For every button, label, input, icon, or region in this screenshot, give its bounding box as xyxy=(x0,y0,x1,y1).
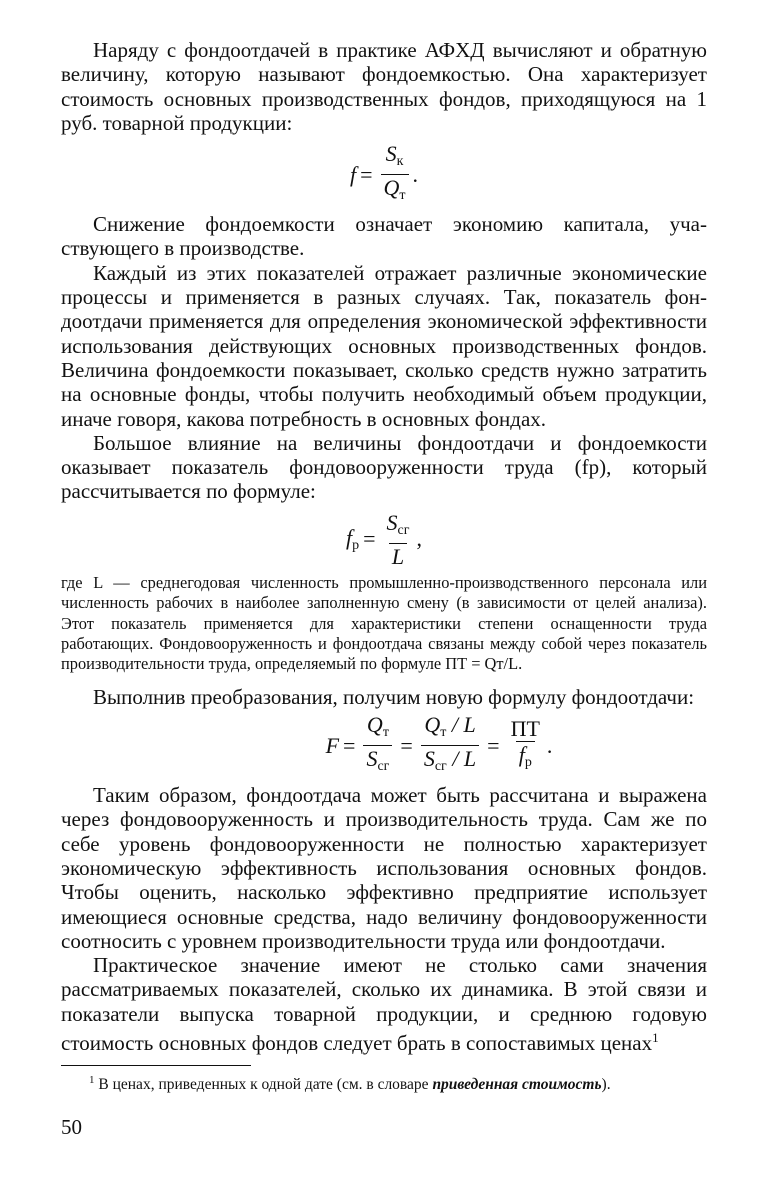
fraction xyxy=(384,510,413,569)
numerator: $S_к$ xyxy=(385,141,404,170)
equals-sign: = xyxy=(343,732,356,758)
formula-lhs: $f_р$ xyxy=(345,524,360,553)
fraction-3: $\frac{ПТ}{f_р}$ xyxy=(508,716,543,775)
footnote-ref[interactable]: 1 xyxy=(652,1030,659,1046)
footnote: $^1$ В ценах, приведенных к одной дате (см. в словаре приведенная стоимость). xyxy=(89,1074,611,1094)
paragraph-1: Наряду с фондоотдачей в практике АФХД вычисляют и обратную величину, которую называют фондоемкостью. Она характеризует стоимость основных производственных фондов, приходящуюся на 1 руб. товарной продукции: xyxy=(61,38,707,135)
equals-sign: = xyxy=(360,161,373,187)
footnote-divider xyxy=(61,1065,251,1066)
formula-fondootdacha xyxy=(171,712,707,779)
paragraph-3: Каждый из этих показателей отражает различные экономические процессы и применяется в разных случаях. Так, показатель фондоотдачи применяется для определения экономической эффективности использования действующих основных производственных фондов. Величина фондоемкости показывает, сколько средств нужно затратить на основные фонды, чтобы получить необходимый объем продукции, иначе говоря, какова потребность в основных фондах. xyxy=(61,260,707,431)
paragraph-8: Практическое значение имеют не столько сами значения рассматриваемых показателей, сколько их динамика. В этой связи и показатели выпуска товарной продукции, и среднюю годовую стоимость основных фондов следует брать в сопоставимых ценах$^1$ xyxy=(61,953,707,1056)
paragraph-2: Снижение фондоемкости означает экономию капитала, участвующего в производстве. xyxy=(61,212,707,261)
formula-fondoemkost xyxy=(61,141,707,208)
formula-punct: . xyxy=(412,161,419,187)
paragraph-4: Большое влияние на величины фондоотдачи и фондоемкости оказывает показатель фондовооруженности труда (fр), который рассчитывается по формуле: xyxy=(61,430,707,504)
page-number: 50 xyxy=(61,1115,82,1139)
paragraph-6: Выполнив преобразования, получим новую формулу фондоотдачи: xyxy=(93,684,695,709)
formula-punct: , xyxy=(416,526,422,552)
equals-sign: = xyxy=(400,732,413,758)
denominator: $Q_т$ xyxy=(381,174,409,208)
fraction xyxy=(381,141,409,208)
equals-sign: = xyxy=(363,526,376,552)
paragraph-5-note: где L — среднегодовая численность промышленно-производственного персонала или численность рабочих в наиболее заполненную смену (в зависимости от целей анализа). Этот показатель применяется для характеристики степени оснащенности труда работающих. Фондовооруженность и фондоотдача связаны между собой через показатель производительности труда, определяемый по формуле ПТ = Qт/L. xyxy=(61,572,707,674)
book-page xyxy=(61,38,707,1096)
paragraph-7: Таким образом, фондоотдача может быть рассчитана и выражена через фондовооруженность и производительность труда. Сам же по себе уровень фондовооруженности не полностью характеризует экономическую эффективность использования основных фондов. Чтобы оценить, насколько эффективно предприятие использует имеющиеся основные средства, надо величину фондовооруженности соотносить с уровнем производительности труда или фондоотдачи. xyxy=(61,783,707,953)
formula-lhs: f xyxy=(349,161,357,187)
formula-lhs: F xyxy=(325,732,340,758)
denominator: L xyxy=(389,543,407,569)
formula-punct: . xyxy=(546,732,553,758)
formula-fondovooruzhennost xyxy=(61,510,707,569)
fraction-2: $\frac{Q_т / L}{S_{сг} / L}$ xyxy=(421,712,479,779)
fraction-1: $\frac{Q_т}{S_{сг}}$ xyxy=(363,712,392,779)
numerator: $S_{сг}$ xyxy=(386,509,410,538)
equals-sign: = xyxy=(487,732,500,758)
